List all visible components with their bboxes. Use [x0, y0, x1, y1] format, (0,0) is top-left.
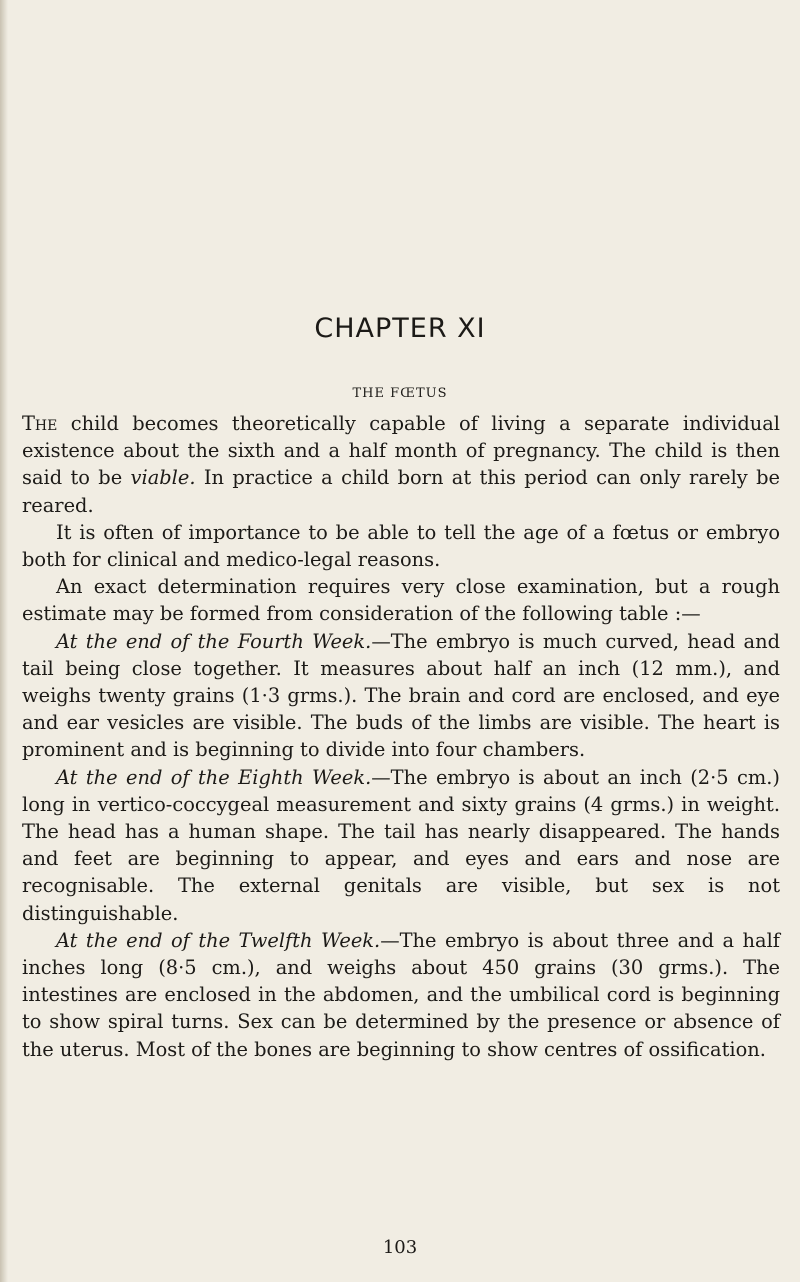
- paragraph-text: —The embryo is about three and a half inches long (8·5 cm.), and weighs about 450 grains (30 grms.). The intestines are enclosed in the abdomen, and the umbilical cord is beginning to show spiral turns. Sex can be determined by the presence or absence of the uterus. Most of the bones are beginning to show centres of ossification.: [22, 928, 780, 1061]
- paragraph-text: An exact determination requires very close examination, but a rough estimate may be formed from consideration of the following table :—: [22, 575, 780, 626]
- paragraph-twelfth-week: [22, 927, 780, 1063]
- paragraph-lead-word: The: [22, 412, 58, 435]
- paragraph-importance: [22, 519, 780, 573]
- paragraph-text: —The embryo is much curved, head and tail being close together. It measures about half an inch (12 mm.), and weighs twenty grains (1·3 grms.). The brain and cord are enclosed, and eye and ear vesicles are visible. The buds of the limbs are visible. The heart is prominent and is beginning to divide into four chambers.: [22, 629, 780, 762]
- section-title: THE FŒTUS: [352, 386, 448, 401]
- paragraph-eighth-week: [22, 764, 780, 927]
- paragraph-fourth-week: [22, 628, 780, 764]
- paragraph-text: It is often of importance to be able to tell the age of a fœtus or embryo both for clinical and medico-legal reasons.: [22, 520, 780, 572]
- paragraph-heading: At the end of the Fourth Week.: [56, 629, 372, 653]
- body-text: [22, 410, 780, 1063]
- page-number: 103: [382, 1237, 418, 1258]
- paragraph-text: —The embryo is about an inch (2·5 cm.) long in vertico-coccygeal measurement and sixty grains (4 grms.) in weight. The head has a human shape. The tail has nearly disappeared. The hands and feet are beginning to appear, and eyes and ears and nose are recognisable. The external genitals are visible, but sex is not distinguishable.: [22, 765, 780, 925]
- paragraph-heading: At the end of the Twelfth Week.: [56, 928, 381, 952]
- paragraph-viability: [22, 410, 780, 519]
- page-edge-shadow: [0, 0, 8, 1282]
- paragraph-text: In practice a child born at this period can only rarely be reared.: [22, 466, 780, 517]
- paragraph-determination: [22, 573, 780, 627]
- paragraph-heading: At the end of the Eighth Week.: [56, 765, 372, 789]
- paragraph-text: child becomes theoretically capable of living a separate individual existence about the sixth and a half month of pregnancy. The child is then said to be: [22, 412, 780, 490]
- chapter-title: CHAPTER XI: [314, 313, 486, 344]
- emphasis-term: viable.: [130, 466, 196, 490]
